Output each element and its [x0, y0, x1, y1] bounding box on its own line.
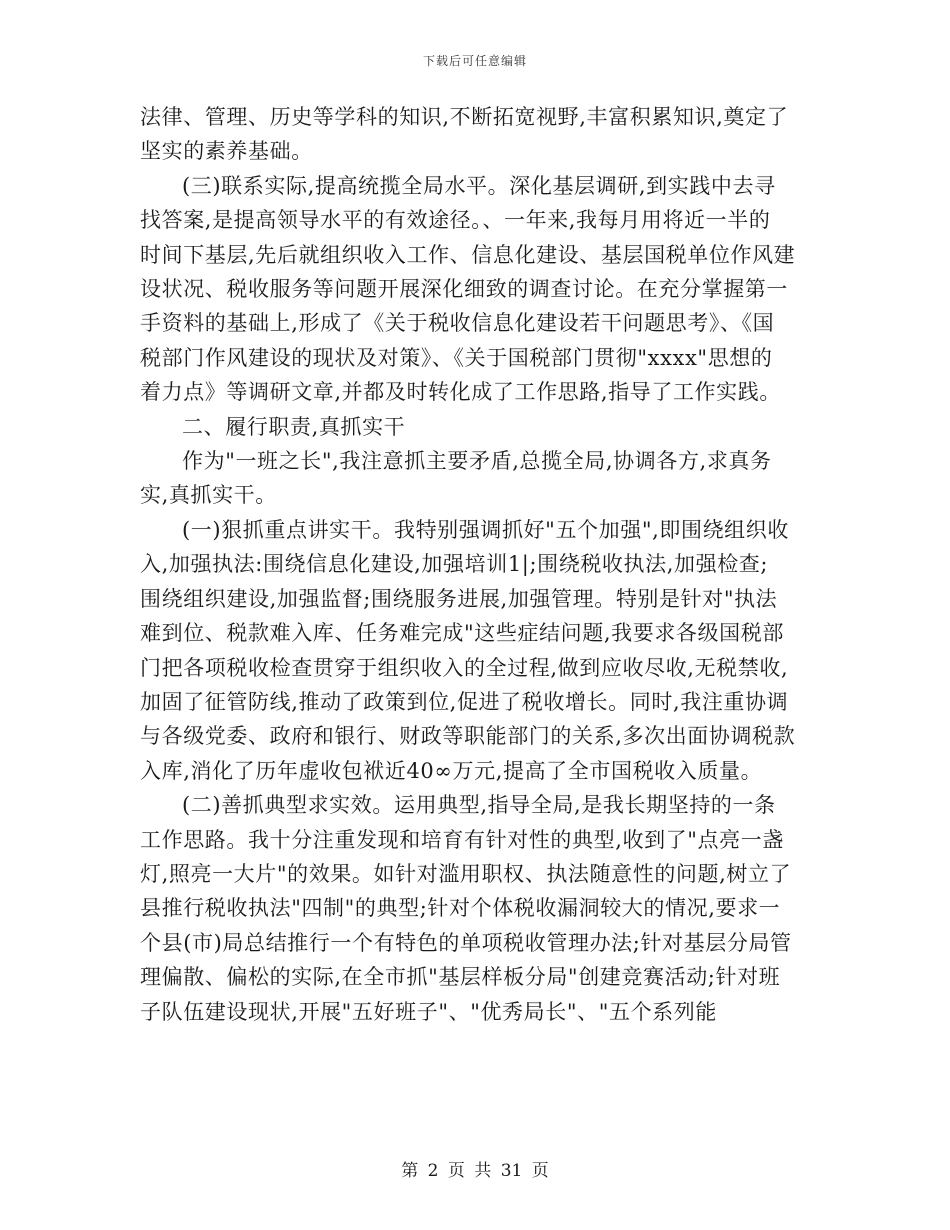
text-line: 围绕组织建设,加强监督;围绕服务进展,加强管理。特别是针对"执法 [140, 586, 778, 611]
text-line: 门把各项税收检查贯穿于组织收入的全过程,做到应收尽收,无税禁收, [140, 655, 789, 680]
text-line: 个县(市)局总结推行一个有特色的单项税收管理办法;针对基层分局管 [140, 930, 792, 955]
text-line: 工作思路。我十分注重发现和培育有针对性的典型,收到了"点亮一盏 [140, 827, 784, 852]
text-line: 着力点》等调研文章,并都及时转化成了工作思路,指导了工作实践。 [140, 380, 781, 405]
text-line: 坚实的素养基础。 [140, 139, 313, 164]
text-line: 法律、管理、历史等学科的知识,不断拓宽视野,丰富积累知识,奠定了 [140, 105, 789, 129]
page-header: 下载后可任意编辑 [422, 54, 527, 68]
text-line: 找答案,是提高领导水平的有效途径。、一年来,我每月用将近一半的 [140, 208, 771, 233]
text-line: 理偏散、偏松的实际,在全市抓"基层样板分局"创建竞赛活动;针对班 [140, 965, 781, 990]
paragraph-start-line: (三)联系实际,提高统揽全局水平。深化基层调研,到实践中去寻 [182, 173, 776, 198]
text-line: 手资料的基础上,形成了《关于税收信息化建设若干问题思考》、《国 [140, 311, 775, 336]
page-number-footer: 第 2 页 共 31 页 [401, 1161, 549, 1181]
document-body [140, 100, 810, 1029]
text-line: 灯,照亮一大片"的效果。如针对滥用职权、执法随意性的问题,树立了 [140, 861, 792, 886]
text-line: 设状况、税收服务等问题开展深化细致的调查讨论。在充分掌握第一 [140, 277, 788, 302]
section-heading: 二、履行职责,真抓实干 [182, 414, 406, 439]
paragraph-start-line: (二)善抓典型求实效。运用典型,指导全局,是我长期坚持的一条 [182, 793, 776, 818]
text-line: 时间下基层,先后就组织收入工作、信息化建设、基层国税单位作风建 [140, 242, 796, 267]
paragraph-start-line: (一)狠抓重点讲实干。我特别强调抓好"五个加强",即围绕组织收 [182, 517, 789, 542]
text-line: 县推行税收执法"四制"的典型;针对个体税收漏洞较大的情况,要求一 [140, 896, 781, 921]
text-line: 税部门作风建设的现状及对策》、《关于国税部门贯彻"xxxx"思想的 [140, 345, 773, 370]
text-line: 与各级党委、政府和银行、财政等职能部门的关系,多次出面协调税款 [140, 724, 796, 749]
text-line: 入库,消化了历年虚收包袱近40∞万元,提高了全市国税收入质量。 [140, 758, 763, 783]
text-line: 难到位、税款难入库、任务难完成"这些症结问题,我要求各级国税部 [140, 621, 784, 646]
text-line: 实,真抓实干。 [140, 483, 277, 508]
text-line: 子队伍建设现状,开展"五好班子"、"优秀局长"、"五个系列能 [140, 999, 717, 1024]
text-line: 加固了征管防线,推动了政策到位,促进了税收增长。同时,我注重协调 [140, 689, 789, 714]
paragraph-start-line: 作为"一班之长",我注意抓主要矛盾,总揽全局,协调各方,求真务 [182, 449, 772, 474]
text-line: 入,加强执法:围绕信息化建设,加强培训1|;围绕税收执法,加强检查; [140, 552, 769, 577]
